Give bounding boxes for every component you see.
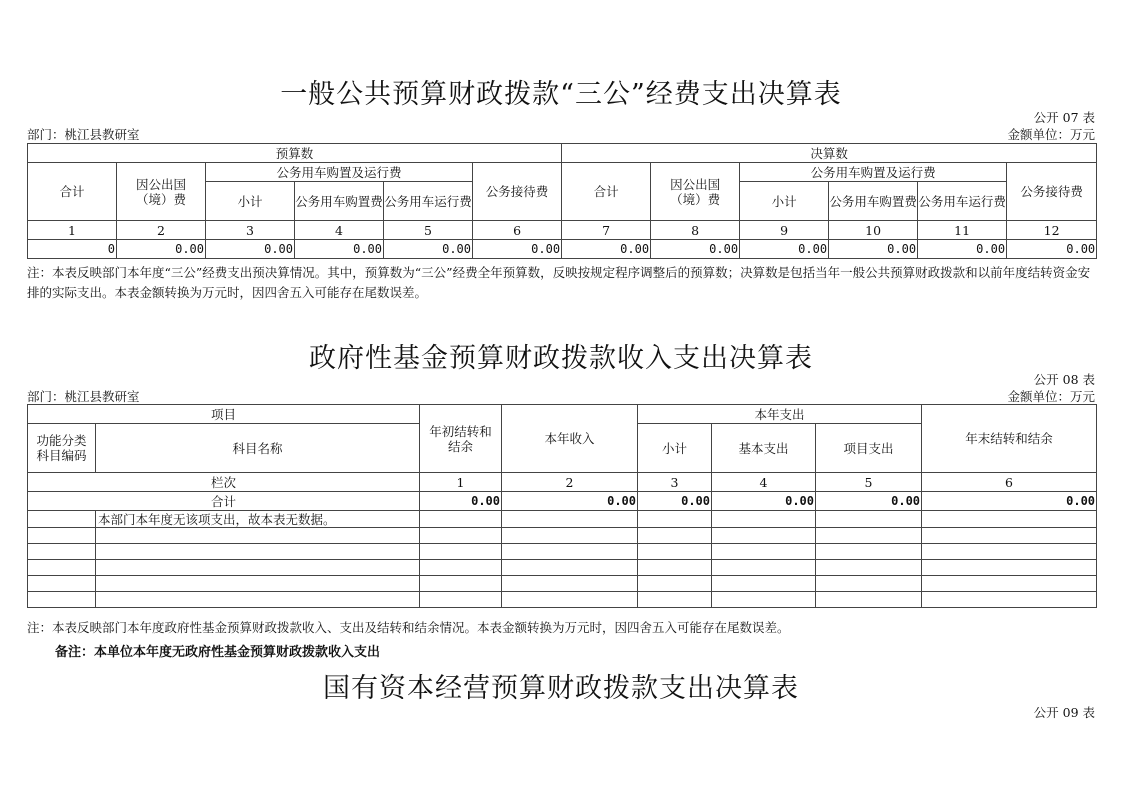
table3-title: 国有资本经营预算财政拨款支出决算表 — [323, 673, 799, 704]
value-cell: 0.00 — [918, 240, 1007, 259]
table-row — [28, 576, 1097, 592]
income-header: 本年收入 — [502, 405, 638, 473]
total-value: 0.00 — [502, 492, 638, 511]
col-number: 2 — [502, 473, 638, 492]
empty-message: 本部门本年度无该项支出，故本表无数据。 — [96, 511, 420, 528]
expense-subtotal-header: 小计 — [638, 424, 712, 473]
value-cell: 0.00 — [206, 240, 295, 259]
table-row — [28, 560, 1097, 576]
table2-remark: 备注：本单位本年度无政府性基金预算财政拨款收入支出 — [55, 644, 381, 659]
col-number: 9 — [740, 221, 829, 240]
table-row — [28, 592, 1097, 608]
final-vehicle-header: 公务用车购置及运行费 — [740, 163, 1007, 182]
col-number: 7 — [562, 221, 651, 240]
table3-code: 公开 09 表 — [1033, 705, 1095, 720]
table-cell — [420, 544, 502, 560]
value-cell: 0.00 — [117, 240, 206, 259]
table-cell — [816, 560, 922, 576]
table2-dept: 部门：桃江县教研室 — [27, 389, 140, 404]
government-fund-table — [27, 404, 1097, 608]
value-cell: 0.00 — [651, 240, 740, 259]
final-header: 决算数 — [562, 144, 1097, 163]
col-number: 11 — [918, 221, 1007, 240]
budget-total-header: 合计 — [28, 163, 117, 221]
table-cell — [922, 544, 1097, 560]
table-cell — [502, 511, 638, 528]
row-number-label: 栏次 — [28, 473, 420, 492]
table-cell — [96, 576, 420, 592]
col-number: 5 — [384, 221, 473, 240]
col-number: 8 — [651, 221, 740, 240]
table-cell — [420, 592, 502, 608]
table-cell — [816, 511, 922, 528]
table-cell — [638, 544, 712, 560]
table-cell — [712, 544, 816, 560]
table-cell — [712, 576, 816, 592]
table-cell — [922, 511, 1097, 528]
table-row — [28, 544, 1097, 560]
table1-unit: 金额单位：万元 — [1007, 127, 1095, 142]
col-number: 6 — [922, 473, 1097, 492]
value-cell: 0.00 — [740, 240, 829, 259]
table-cell — [816, 544, 922, 560]
begin-balance-header: 年初结转和结余 — [420, 405, 502, 473]
table-cell — [712, 560, 816, 576]
end-balance-header: 年末结转和结余 — [922, 405, 1097, 473]
table1-code: 公开 07 表 — [1033, 110, 1095, 125]
table-cell — [638, 511, 712, 528]
table-cell — [922, 576, 1097, 592]
budget-reception-header: 公务接待费 — [473, 163, 562, 221]
table-cell — [96, 592, 420, 608]
value-cell: 0.00 — [473, 240, 562, 259]
table2-title: 政府性基金预算财政拨款收入支出决算表 — [309, 343, 813, 374]
table1-dept: 部门：桃江县教研室 — [27, 127, 140, 142]
budget-subtotal-header: 小计 — [206, 182, 295, 221]
col-number: 4 — [712, 473, 816, 492]
table-cell — [816, 528, 922, 544]
table-cell — [96, 560, 420, 576]
table-cell — [502, 544, 638, 560]
table-cell — [420, 511, 502, 528]
table-cell — [28, 544, 96, 560]
table-cell — [420, 560, 502, 576]
table-cell — [96, 544, 420, 560]
table-cell — [922, 528, 1097, 544]
table-cell — [502, 592, 638, 608]
final-subtotal-header: 小计 — [740, 182, 829, 221]
table-cell — [638, 560, 712, 576]
table-cell — [28, 511, 96, 528]
final-operation-header: 公务用车运行费 — [918, 182, 1007, 221]
table-cell — [420, 576, 502, 592]
three-public-table — [27, 143, 1097, 259]
table-cell — [28, 576, 96, 592]
table-cell — [420, 528, 502, 544]
table-cell — [638, 576, 712, 592]
func-code-header: 功能分类科目编码 — [28, 424, 96, 473]
budget-operation-header: 公务用车运行费 — [384, 182, 473, 221]
project-expense-header: 项目支出 — [816, 424, 922, 473]
value-cell: 0.00 — [829, 240, 918, 259]
final-reception-header: 公务接待费 — [1007, 163, 1097, 221]
budget-abroad-header: 因公出国（境）费 — [117, 163, 206, 221]
value-cell: 0 — [28, 240, 117, 259]
budget-vehicle-header: 公务用车购置及运行费 — [206, 163, 473, 182]
expense-header: 本年支出 — [638, 405, 922, 424]
final-purchase-header: 公务用车购置费 — [829, 182, 918, 221]
col-number: 3 — [638, 473, 712, 492]
final-abroad-header: 因公出国（境）费 — [651, 163, 740, 221]
table2-note: 注：本表反映部门本年度政府性基金预算财政拨款收入、支出及结转和结余情况。本表金额转换为万元时，因四舍五入可能存在尾数误差。 — [27, 620, 790, 635]
table2-unit: 金额单位：万元 — [1007, 389, 1095, 404]
subject-name-header: 科目名称 — [96, 424, 420, 473]
value-cell: 0.00 — [562, 240, 651, 259]
col-number: 1 — [28, 221, 117, 240]
final-total-header: 合计 — [562, 163, 651, 221]
basic-expense-header: 基本支出 — [712, 424, 816, 473]
value-cell: 0.00 — [1007, 240, 1097, 259]
total-label: 合计 — [28, 492, 420, 511]
table-cell — [712, 528, 816, 544]
table1-title: 一般公共预算财政拨款“三公”经费支出决算表 — [280, 79, 842, 110]
item-header: 项目 — [28, 405, 420, 424]
table-cell — [28, 528, 96, 544]
table-row — [28, 528, 1097, 544]
col-number: 12 — [1007, 221, 1097, 240]
table-cell — [922, 592, 1097, 608]
total-value: 0.00 — [712, 492, 816, 511]
budget-header: 预算数 — [28, 144, 562, 163]
total-value: 0.00 — [922, 492, 1097, 511]
col-number: 4 — [295, 221, 384, 240]
table-cell — [638, 528, 712, 544]
table-cell — [816, 576, 922, 592]
col-number: 2 — [117, 221, 206, 240]
table-cell — [712, 511, 816, 528]
value-cell: 0.00 — [384, 240, 473, 259]
col-number: 5 — [816, 473, 922, 492]
col-number: 1 — [420, 473, 502, 492]
table-cell — [502, 528, 638, 544]
total-value: 0.00 — [816, 492, 922, 511]
total-value: 0.00 — [638, 492, 712, 511]
col-number: 6 — [473, 221, 562, 240]
table-cell — [922, 560, 1097, 576]
col-number: 3 — [206, 221, 295, 240]
table-cell — [712, 592, 816, 608]
table-cell — [502, 560, 638, 576]
table2-code: 公开 08 表 — [1033, 372, 1095, 387]
table-cell — [28, 592, 96, 608]
table-cell — [96, 528, 420, 544]
total-value: 0.00 — [420, 492, 502, 511]
table-cell — [28, 560, 96, 576]
table-cell — [638, 592, 712, 608]
col-number: 10 — [829, 221, 918, 240]
table-cell — [816, 592, 922, 608]
value-cell: 0.00 — [295, 240, 384, 259]
table-cell — [502, 576, 638, 592]
budget-purchase-header: 公务用车购置费 — [295, 182, 384, 221]
table1-note: 注：本表反映部门本年度“三公”经费支出预决算情况。其中，预算数为“三公”经费全年预算数，反映按规定程序调整后的预算数；决算数是包括当年一般公共预算财政拨款和以前年度结转资金安排的实际支出。本表金额转换为万元时，因四舍五入可能存在尾数误差。 — [27, 265, 1091, 300]
